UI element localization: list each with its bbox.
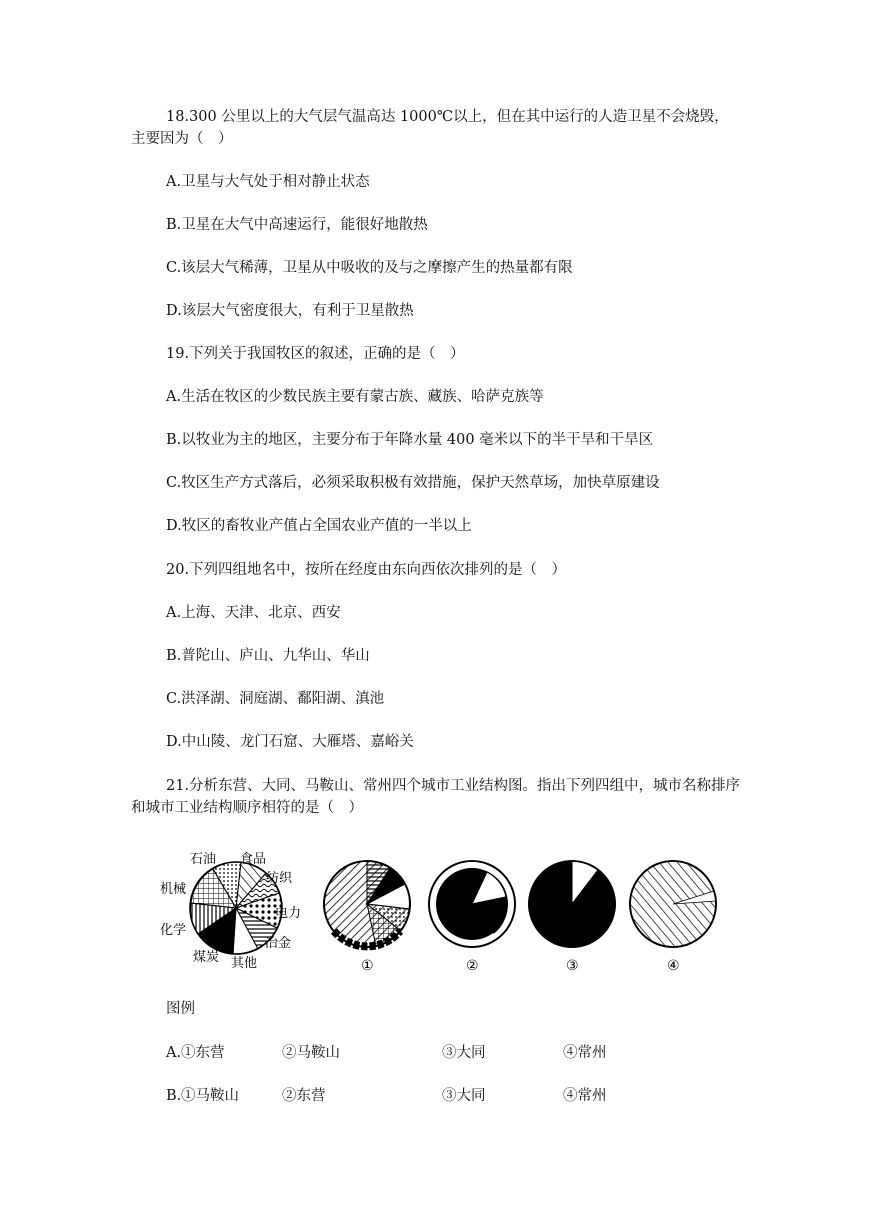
q20-stem: 20.下列四组地名中，按所在经度由东向西依次排列的是（ ） [166, 562, 567, 578]
q21-option-b-city-4: ④常州 [563, 1088, 607, 1104]
legend-label-power: 电力 [275, 906, 302, 921]
pie-chart-1 [324, 861, 410, 947]
q21-stem: 21.分析东营、大同、马鞍山、常州四个城市工业结构图。指出下列四组中，城市名称排序和城市工业结构顺序相符的是（ ） [131, 778, 741, 816]
legend-label-machinery: 机械 [160, 882, 187, 897]
q21-option-b-city-1: ①马鞍山 [181, 1088, 239, 1104]
legend-label-metallurgy: 冶金 [265, 936, 292, 951]
q20-option-a: A.上海、天津、北京、西安 [166, 605, 341, 621]
legend-label-food: 食品 [240, 852, 267, 867]
chart-label-3: ③ [566, 958, 579, 974]
q21-option-b-city-3: ③大同 [442, 1088, 486, 1104]
chart-label-2: ② [466, 958, 479, 974]
q18-option-a: A.卫星与大气处于相对静止状态 [166, 174, 370, 190]
q18-option-b: B.卫星在大气中高速运行，能很好地散热 [166, 217, 428, 233]
q19-option-d: D.牧区的畜牧业产值占全国农业产值的一半以上 [166, 518, 472, 534]
q21-option-a-city-3: ③大同 [442, 1045, 486, 1061]
q18-option-c: C.该层大气稀薄，卫星从中吸收的及与之摩擦产生的热量都有限 [166, 260, 573, 276]
q20-option-d: D.中山陵、龙门石窟、大雁塔、嘉峪关 [166, 734, 414, 750]
legend-label-oil: 石油 [190, 852, 217, 867]
q21-option-b-city-2: ②东营 [282, 1088, 326, 1104]
industry-structure-figure [158, 843, 728, 978]
q21-option-a-prefix: A. [166, 1045, 182, 1061]
legend-label-textile: 纺织 [266, 871, 293, 886]
q21-option-b-prefix: B. [166, 1088, 182, 1104]
q21-option-a [166, 1043, 726, 1065]
pie-chart-4 [630, 861, 716, 947]
q21-option-a-city-1: ①东营 [181, 1045, 225, 1061]
q21-option-b [166, 1086, 726, 1108]
q18-stem: 18.300 公里以上的大气层气温高达 1000℃以上，但在其中运行的人造卫星不会烧毁，主要因为（ ） [131, 109, 729, 147]
q19-stem: 19.下列关于我国牧区的叙述，正确的是（ ） [166, 346, 465, 362]
pie-chart-2 [429, 861, 515, 947]
q19-option-a: A.生活在牧区的少数民族主要有蒙古族、藏族、哈萨克族等 [166, 389, 544, 405]
pie-chart-3 [529, 861, 615, 947]
chart-label-4: ④ [667, 958, 680, 974]
q21-option-a-city-2: ②马鞍山 [282, 1045, 340, 1061]
legend-label-chemical: 化学 [160, 923, 187, 938]
q20-option-c: C.洪泽湖、洞庭湖、鄱阳湖、滇池 [166, 691, 385, 707]
q19-option-c: C.牧区生产方式落后，必须采取积极有效措施，保护天然草场，加快草原建设 [166, 475, 660, 491]
q21-option-a-city-4: ④常州 [563, 1045, 607, 1061]
legend-label-other: 其他 [231, 956, 258, 971]
q19-option-b: B.以牧业为主的地区，主要分布于年降水量 400 毫米以下的半干旱和干旱区 [166, 432, 654, 448]
legend-label-coal: 煤炭 [193, 950, 220, 965]
figure-legend-caption: 图例 [166, 1001, 195, 1017]
q18-option-d: D.该层大气密度很大，有利于卫星散热 [166, 303, 414, 319]
chart-label-1: ① [361, 958, 374, 974]
q20-option-b: B.普陀山、庐山、九华山、华山 [166, 648, 370, 664]
